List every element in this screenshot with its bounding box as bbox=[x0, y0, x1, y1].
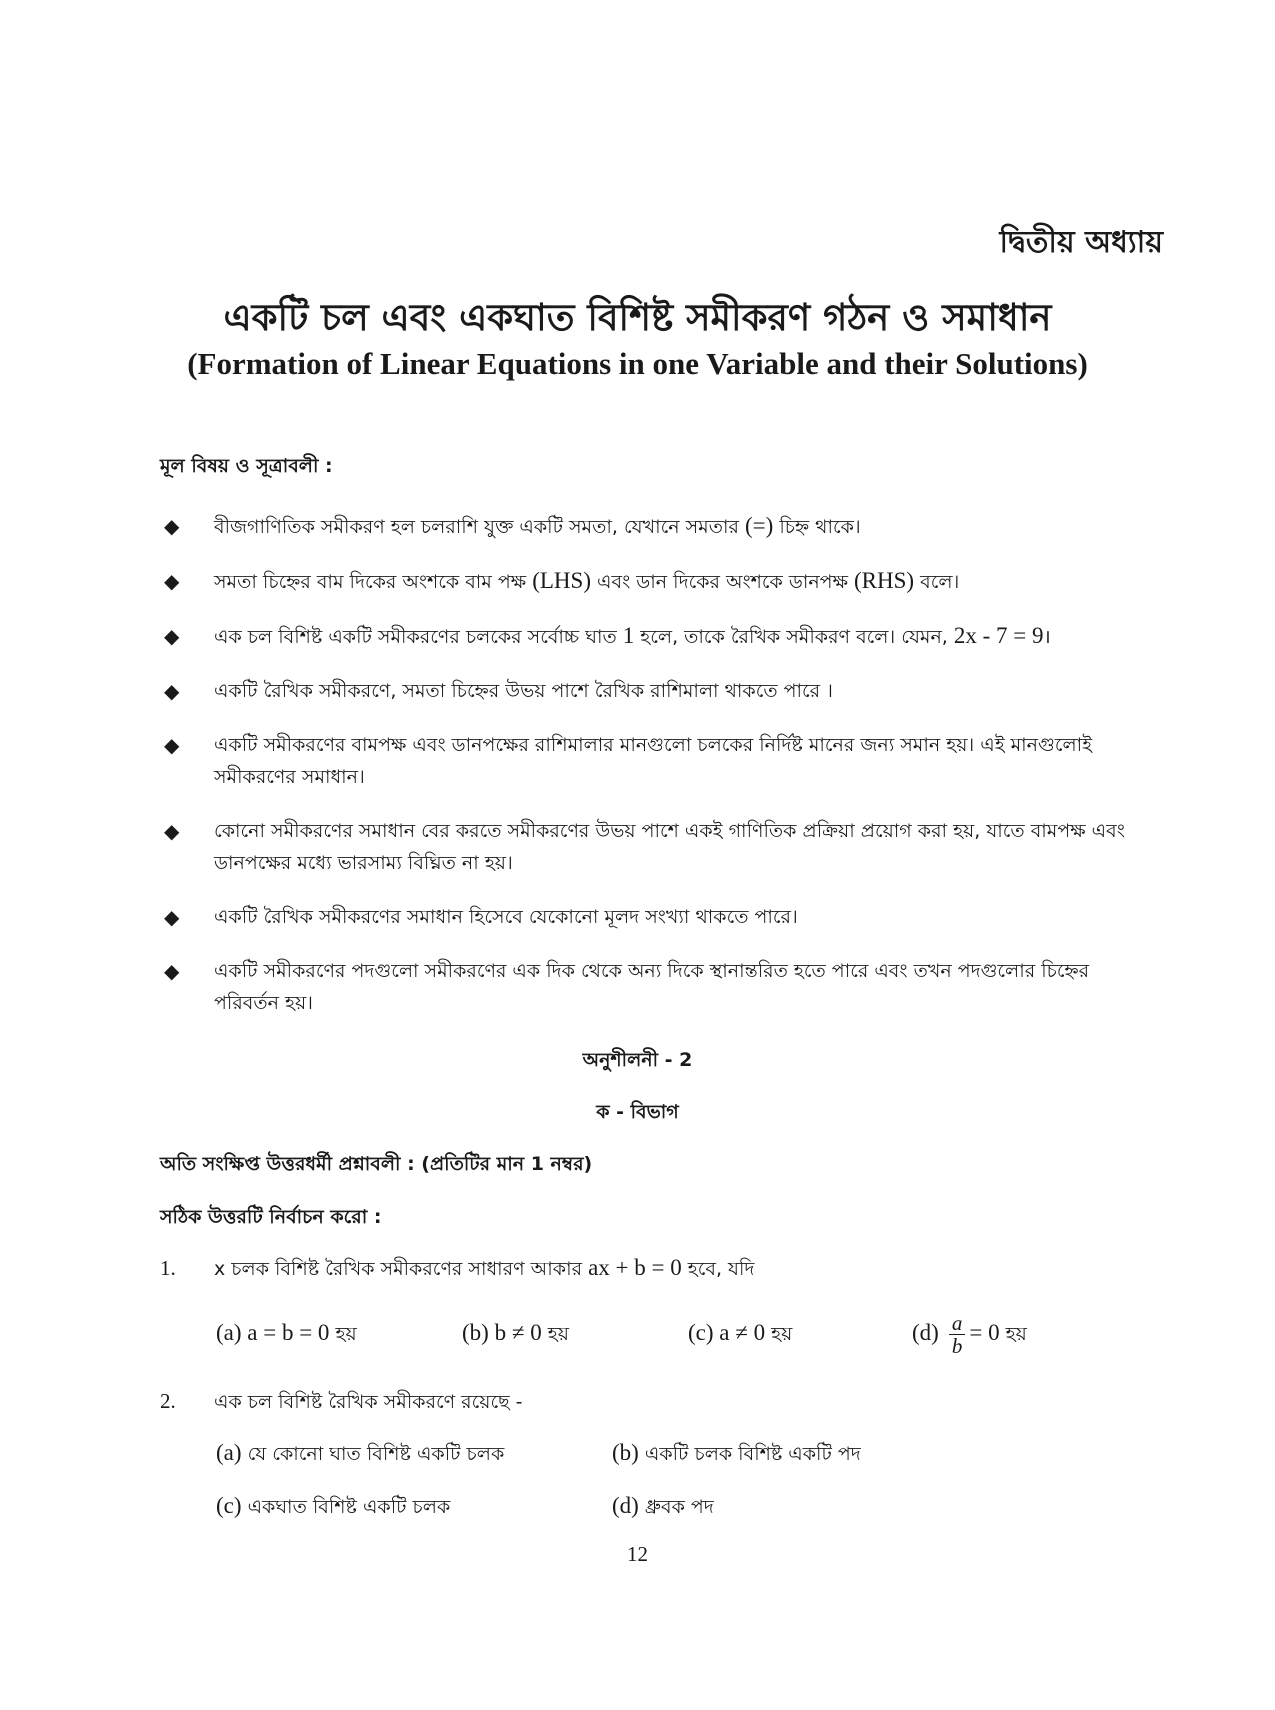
option-a bbox=[216, 1440, 504, 1472]
option-d bbox=[612, 1493, 714, 1525]
key-point bbox=[160, 815, 1160, 879]
key-point-text: হলে, তাকে রৈখিক সমীকরণ বলে। যেমন, bbox=[634, 626, 954, 648]
option-text: হয় bbox=[329, 1323, 357, 1345]
diamond-bullet-icon: ◆ bbox=[164, 733, 180, 757]
key-point-text: । bbox=[1043, 626, 1051, 648]
math-expression: ax + b = 0 bbox=[588, 1255, 682, 1280]
diamond-bullet-icon: ◆ bbox=[164, 514, 180, 538]
key-point bbox=[160, 729, 1160, 793]
question-number: 1. bbox=[160, 1256, 176, 1280]
key-point-text: একটি সমীকরণের বামপক্ষ এবং ডানপক্ষের রাশিমালার মানগুলো চলকের নির্দিষ্ট মানের জন্য সমান হয়। এই মানগুলোই সমীকরণের সমাধান। bbox=[214, 734, 1093, 788]
question-text: হবে, যদি bbox=[681, 1258, 755, 1280]
option-text: ধ্রুবক পদ bbox=[638, 1496, 714, 1518]
option-text: হয় bbox=[765, 1323, 793, 1345]
instruction-text: সঠিক উত্তরটি নির্বাচন করো : bbox=[160, 1206, 382, 1228]
option-text: হয় bbox=[999, 1323, 1027, 1345]
question-text: এক চল বিশিষ্ট রৈখিক সমীকরণে রয়েছে - bbox=[214, 1391, 523, 1413]
option-label: (d) bbox=[912, 1320, 939, 1345]
option-b bbox=[462, 1320, 569, 1352]
short-questions-heading: অতি সংক্ষিপ্ত উত্তরধর্মী প্রশ্নাবলী : (প্রতিটির মান 1 নম্বর) bbox=[160, 1153, 593, 1175]
option-label: (a) bbox=[216, 1440, 242, 1465]
question-2 bbox=[160, 1388, 523, 1420]
math-expression: 1 bbox=[622, 623, 635, 648]
key-point-text: একটি সমীকরণের পদগুলো সমীকরণের এক দিক থেকে অন্য দিকে স্থানান্তরিত হতে পারে এবং তখন পদগুলোর চিহ্নের পরিবর্তন হয়। bbox=[214, 960, 1090, 1014]
math-expression: (=) bbox=[744, 513, 774, 538]
key-point bbox=[160, 620, 1160, 653]
key-point-text: সমতা চিহ্নের বাম দিকের অংশকে বাম পক্ষ bbox=[214, 571, 533, 593]
option-label: (b) b ≠ 0 bbox=[462, 1320, 542, 1345]
diamond-bullet-icon: ◆ bbox=[164, 959, 180, 983]
key-point-text: চিহ্ন থাকে। bbox=[773, 516, 861, 538]
option-label: (b) bbox=[612, 1440, 639, 1465]
option-label: (a) a = b = 0 bbox=[216, 1320, 330, 1345]
section-heading: ক - বিভাগ bbox=[596, 1101, 679, 1123]
diamond-bullet-icon: ◆ bbox=[164, 624, 180, 648]
key-points-list bbox=[160, 510, 1160, 1041]
key-point-text: একটি রৈখিক সমীকরণে, সমতা চিহ্নের উভয় পাশে রৈখিক রাশিমালা থাকতে পারে । bbox=[214, 680, 833, 702]
question-number: 2. bbox=[160, 1389, 176, 1413]
key-point bbox=[160, 565, 1160, 598]
question-1 bbox=[160, 1255, 754, 1287]
page-number: 12 bbox=[627, 1542, 648, 1566]
chapter-label: দ্বিতীয় অধ্যায় bbox=[999, 225, 1163, 260]
fraction-denominator: b bbox=[951, 1334, 963, 1358]
key-point-text: বলে। bbox=[914, 571, 960, 593]
exercise-heading: অনুশীলনী - 2 bbox=[582, 1049, 693, 1071]
option-b bbox=[612, 1440, 861, 1472]
diamond-bullet-icon: ◆ bbox=[164, 679, 180, 703]
option-a bbox=[216, 1320, 357, 1352]
diamond-bullet-icon: ◆ bbox=[164, 569, 180, 593]
chapter-title-english: (Formation of Linear Equations in one Variable and their Solutions) bbox=[187, 346, 1088, 381]
option-d bbox=[912, 1312, 1027, 1357]
key-point-text: এবং ডান দিকের অংশকে ডানপক্ষ bbox=[591, 571, 855, 593]
key-point bbox=[160, 675, 1160, 707]
key-point-text: কোনো সমীকরণের সমাধান বের করতে সমীকরণের উভয় পাশে একই গাণিতিক প্রক্রিয়া প্রয়োগ করা হয়, যাতে বামপক্ষ এবং ডানপক্ষের মধ্যে ভারসাম্য বিঘ্নিত না হয়। bbox=[214, 820, 1125, 874]
option-c bbox=[688, 1320, 792, 1352]
option-text: একটি চলক বিশিষ্ট একটি পদ bbox=[638, 1443, 861, 1465]
math-expression: (LHS) bbox=[532, 568, 591, 593]
option-math: = 0 bbox=[969, 1320, 1000, 1345]
math-expression: (RHS) bbox=[854, 568, 915, 593]
option-text: হয় bbox=[541, 1323, 569, 1345]
option-label: (c) bbox=[216, 1493, 242, 1518]
key-point bbox=[160, 955, 1160, 1019]
key-point-text: বীজগাণিতিক সমীকরণ হল চলরাশি যুক্ত একটি সমতা, যেখানে সমতার bbox=[214, 516, 745, 538]
option-c bbox=[216, 1493, 450, 1525]
option-label: (c) a ≠ 0 bbox=[688, 1320, 766, 1345]
diamond-bullet-icon: ◆ bbox=[164, 905, 180, 929]
key-points-heading: মূল বিষয় ও সূত্রাবলী : bbox=[160, 455, 333, 477]
option-label: (d) bbox=[612, 1493, 639, 1518]
key-point-text: একটি রৈখিক সমীকরণের সমাধান হিসেবে যেকোনো মূলদ সংখ্যা থাকতে পারে। bbox=[214, 906, 798, 928]
diamond-bullet-icon: ◆ bbox=[164, 819, 180, 843]
key-point bbox=[160, 901, 1160, 933]
question-text: x চলক বিশিষ্ট রৈখিক সমীকরণের সাধারণ আকার bbox=[214, 1258, 589, 1280]
math-expression: 2x - 7 = 9 bbox=[953, 623, 1044, 648]
chapter-title-bengali: একটি চল এবং একঘাত বিশিষ্ট সমীকরণ গঠন ও সমাধান bbox=[223, 296, 1052, 339]
option-text: যে কোনো ঘাত বিশিষ্ট একটি চলক bbox=[241, 1443, 505, 1465]
option-text: একঘাত বিশিষ্ট একটি চলক bbox=[241, 1496, 451, 1518]
key-point-text: এক চল বিশিষ্ট একটি সমীকরণের চলকের সর্বোচ্চ ঘাত bbox=[214, 626, 623, 648]
fraction bbox=[949, 1312, 966, 1357]
fraction-numerator: a bbox=[949, 1312, 966, 1335]
key-point bbox=[160, 510, 1160, 543]
